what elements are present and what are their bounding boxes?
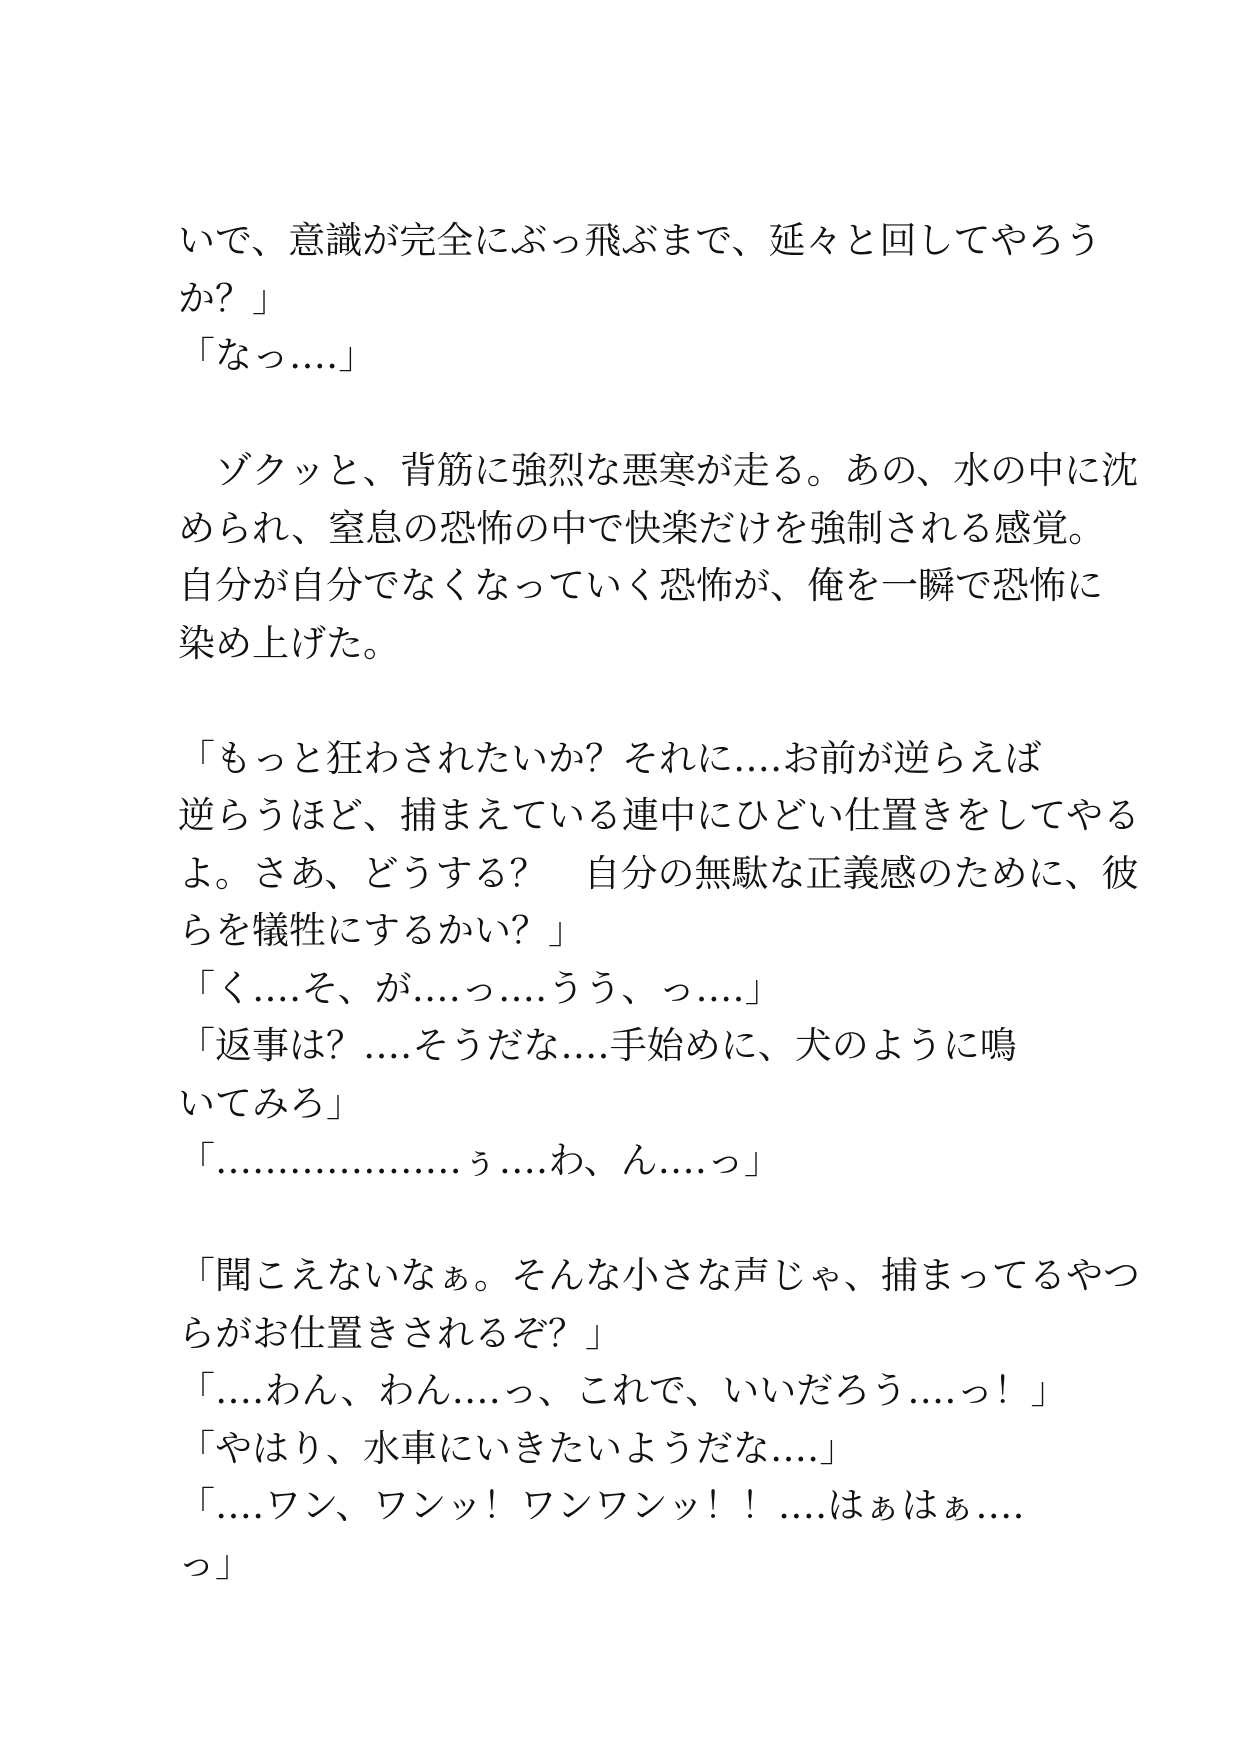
- text-line: 「‥‥‥‥‥‥‥‥‥‥ぅ‥‥わ、ん‥‥っ」: [178, 1139, 782, 1182]
- body-text: [178, 212, 1140, 1592]
- text-line: 「もっと狂わされたいか？それに‥‥お前が逆らえば: [178, 736, 1042, 780]
- text-line: 「やはり、水車にいきたいようだな‥‥」: [178, 1426, 857, 1470]
- text-line: 逆らうほど、捕まえている連中にひどい仕置きをしてやる: [178, 794, 1140, 837]
- text-line: 「‥‥わん、わん‥‥っ、これで、いいだろう‥‥っ！」: [178, 1369, 1068, 1412]
- blank-line: [178, 1190, 1078, 1248]
- text-line: らがお仕置きされるぞ？」: [178, 1311, 622, 1355]
- text-line: 自分が自分でなくなっていく恐怖が、俺を一瞬で恐怖に: [178, 564, 1103, 607]
- text-line: 「‥‥ワン、ワンッ！ワンワンッ！！‥‥はぁはぁ‥‥: [178, 1484, 1025, 1527]
- text-line: められ、窒息の恐怖の中で快楽だけを強制される感覚。: [178, 506, 1106, 550]
- text-line: 染め上げた。: [178, 621, 400, 665]
- text-line: らを犠牲にするかい？」: [178, 909, 585, 952]
- text-line: よ。さあ、どうする？ 自分の無駄な正義感のために、彼: [178, 851, 1139, 895]
- text-line: いで、意識が完全にぶっ飛ぶまで、延々と回してやろう: [178, 219, 1102, 262]
- blank-line: [178, 385, 1078, 443]
- blank-line: [178, 672, 1078, 730]
- text-line: 「く‥‥そ、が‥‥っ‥‥うう、っ‥‥」: [178, 966, 782, 1010]
- text-line: いてみろ」: [178, 1081, 363, 1125]
- text-line: か？」: [178, 276, 289, 320]
- text-line: 「聞こえないなぁ。そんな小さな声じゃ、捕まってるやつ: [178, 1254, 1140, 1297]
- text-line: 「なっ‥‥」: [178, 334, 376, 377]
- text-line: っ」: [178, 1541, 252, 1585]
- text-line: ゾクッと、背筋に強烈な悪寒が走る。あの、水の中に沈: [178, 449, 1139, 492]
- text-line: 「返事は？‥‥そうだな‥‥手始めに、犬のように鳴: [178, 1024, 1017, 1067]
